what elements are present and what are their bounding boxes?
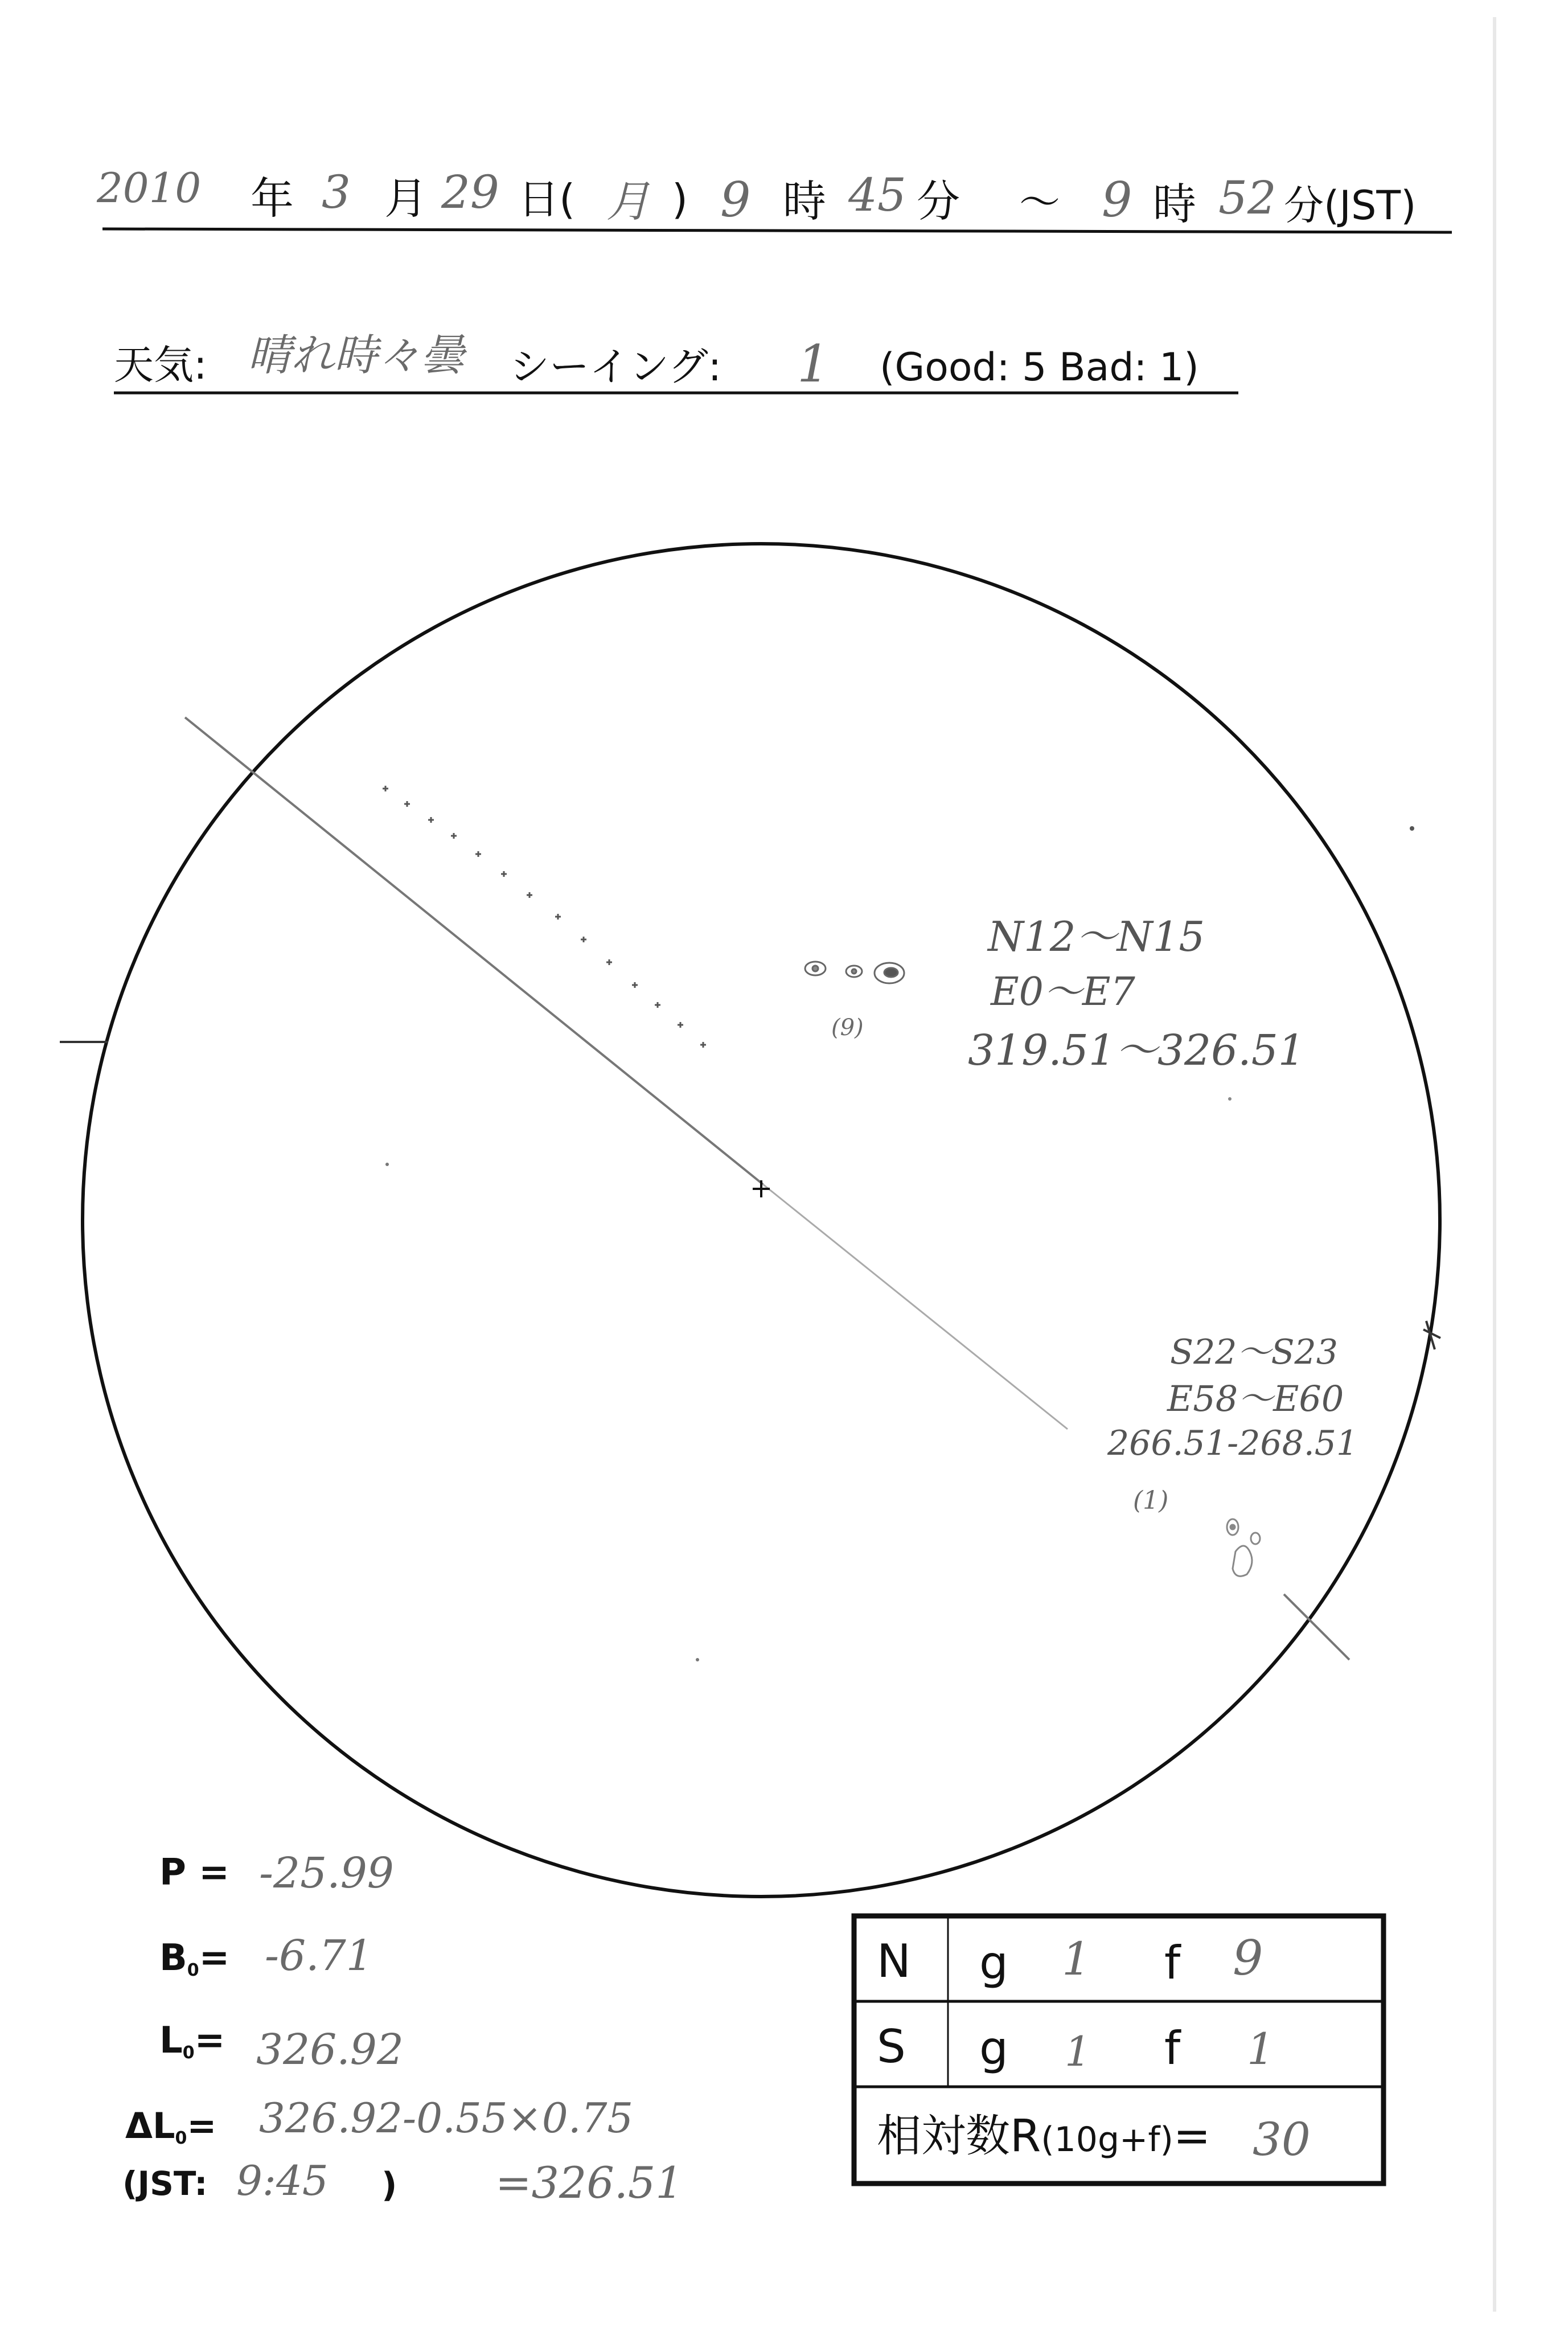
minute-unit: 分 — [917, 176, 960, 227]
group-2-latitude: S22～S23 — [1170, 1332, 1338, 1372]
end-hour: 9 — [1102, 172, 1132, 228]
weekday-close: ) — [672, 175, 688, 223]
seeing-label: シーイング: — [510, 343, 722, 390]
start-hour: 9 — [720, 172, 751, 228]
group-1-range: 319.51～326.51 — [968, 1026, 1305, 1075]
month-value: 3 — [322, 166, 351, 219]
sunspot-group-2-count: (1) — [1133, 1486, 1169, 1515]
relative-number-value: 30 — [1253, 2113, 1311, 2166]
jst-time: 9:45 — [236, 2157, 329, 2205]
seeing-value: 1 — [797, 334, 830, 394]
jst-label: (JST: — [122, 2164, 208, 2203]
weather-value: 晴れ時々曇 — [248, 330, 464, 380]
l0-value: 326.92 — [256, 2025, 404, 2074]
weather-label: 天気: — [114, 342, 207, 388]
seeing-scale-hint: (Good: 5 Bad: 1) — [880, 345, 1199, 390]
delta-l0-label: ΔL0= — [125, 2105, 217, 2148]
south-label: S — [877, 2020, 906, 2073]
delta-l0-expression: 326.92-0.55×0.75 — [259, 2094, 634, 2142]
year-value: 2010 — [97, 164, 202, 212]
group-2-longitude: E58～E60 — [1167, 1378, 1344, 1419]
p-value: -25.99 — [259, 1849, 394, 1898]
end-minute: 52 — [1218, 171, 1276, 224]
weekday-value: 月 — [606, 176, 650, 227]
end-minute-unit: 分(JST) — [1284, 182, 1417, 229]
north-label: N — [877, 1935, 911, 1988]
south-f-value: 1 — [1247, 2024, 1275, 2074]
day-value: 29 — [441, 166, 499, 219]
delta-l0-result: =326.51 — [495, 2157, 683, 2208]
group-2-range: 266.51-268.51 — [1107, 1423, 1358, 1463]
end-hour-unit: 時 — [1153, 179, 1196, 229]
north-f-label: f — [1164, 1936, 1181, 1989]
l0-label: L0= — [159, 2020, 225, 2063]
b0-value: -6.71 — [265, 1931, 373, 1980]
year-unit: 年 — [251, 173, 294, 224]
start-minute: 45 — [848, 169, 906, 221]
relative-number-label: 相対数R(10g+f)= — [877, 2111, 1211, 2162]
south-g-label: g — [979, 2022, 1008, 2075]
sunspot-group-1-count: (9) — [831, 1015, 864, 1041]
range-separator: ～ — [1019, 178, 1061, 226]
south-f-label: f — [1164, 2022, 1181, 2075]
month-unit: 月 — [384, 173, 428, 224]
group-1-longitude: E0～E7 — [991, 970, 1135, 1015]
jst-close: ) — [381, 2165, 397, 2205]
north-g-value: 1 — [1062, 1932, 1091, 1985]
b0-label: B0= — [159, 1937, 230, 1980]
hour-unit: 時 — [783, 176, 826, 227]
p-label: P = — [159, 1852, 229, 1894]
south-g-value: 1 — [1065, 2028, 1091, 2075]
day-unit: 日( — [518, 175, 576, 223]
north-g-label: g — [979, 1936, 1008, 1989]
north-f-value: 9 — [1233, 1930, 1263, 1986]
group-1-latitude: N12～N15 — [988, 913, 1205, 961]
